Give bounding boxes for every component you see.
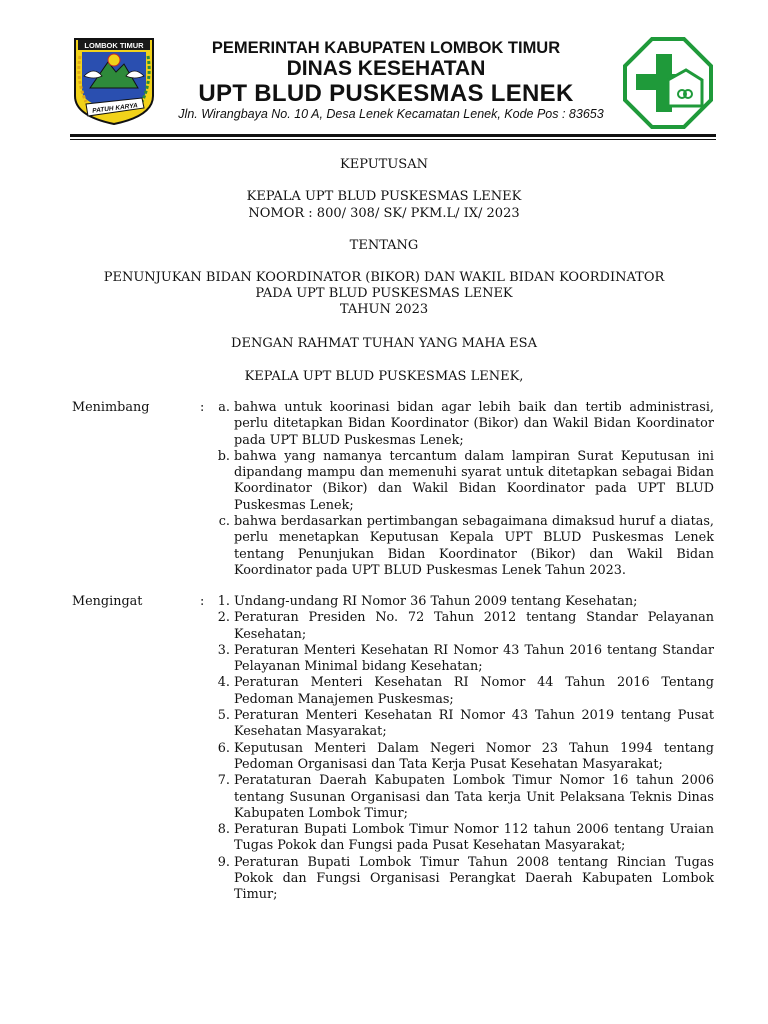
list-item bbox=[210, 741, 714, 774]
item-marker: 2. bbox=[217, 610, 230, 626]
list-item bbox=[210, 822, 714, 855]
item-text: Peraturan Presiden No. 72 Tahun 2012 tentang Standar Pelayanan Kesehatan; bbox=[234, 610, 714, 642]
section-colon: : bbox=[200, 594, 205, 609]
decree-issuer-repeat: KEPALA UPT BLUD PUSKESMAS LENEK, bbox=[244, 369, 524, 384]
item-marker: 7. bbox=[217, 773, 230, 789]
item-marker: 3. bbox=[217, 642, 230, 658]
section-label: Menimbang bbox=[72, 400, 150, 415]
list-item bbox=[210, 675, 714, 708]
item-text: Peraturan Bupati Lombok Timur Tahun 2008 tentang Rincian Tugas Pokok dan Fungsi Organisasi Perangkat Daerah Kabupaten Lombok Timur; bbox=[234, 854, 714, 903]
list-item bbox=[210, 449, 714, 514]
item-text: Peraturan Menteri Kesehatan RI Nomor 44 Tahun 2016 Tentang Pedoman Manajemen Puskesmas; bbox=[234, 675, 714, 707]
letterhead-rule bbox=[70, 134, 716, 137]
decree-issuer: KEPALA UPT BLUD PUSKESMAS LENEK bbox=[246, 189, 522, 204]
item-text: bahwa berdasarkan pertimbangan sebagaimana dimaksud huruf a diatas, perlu menetapkan Keputusan Kepala UPT BLUD Puskesmas Lenek tentang Penunjukan Bidan Koordinator (Bikor) dan Wakil Bidan Koordinator pada UPT BLUD Puskesmas Lenek Tahun 2023. bbox=[234, 514, 714, 578]
legal-basis-list bbox=[210, 594, 714, 904]
item-marker: 8. bbox=[217, 822, 230, 838]
item-marker: b. bbox=[217, 448, 230, 464]
item-text: Undang-undang RI Nomor 36 Tahun 2009 tentang Kesehatan; bbox=[234, 594, 638, 609]
item-text: Peraturan Menteri Kesehatan RI Nomor 43 Tahun 2019 tentang Pusat Kesehatan Masyarakat; bbox=[234, 708, 714, 740]
decree-year: TAHUN 2023 bbox=[339, 302, 429, 317]
list-item bbox=[210, 610, 714, 643]
list-item bbox=[210, 514, 714, 579]
crest-top-text: LOMBOK TIMUR bbox=[84, 41, 144, 50]
list-item bbox=[210, 773, 714, 822]
decree-heading: KEPUTUSAN bbox=[340, 157, 428, 172]
decree-about-label: TENTANG bbox=[349, 238, 419, 253]
decree-invocation: DENGAN RAHMAT TUHAN YANG MAHA ESA bbox=[231, 336, 537, 351]
item-text: Peraturan Menteri Kesehatan RI Nomor 43 Tahun 2016 tentang Standar Pelayanan Minimal bidang Kesehatan; bbox=[234, 642, 714, 675]
letterhead bbox=[0, 0, 768, 140]
item-text: bahwa untuk koorinasi bidan agar lebih baik dan tertib administrasi, perlu ditetapkan Bidan Koordinator (Bikor) dan Wakil Bidan Koordinator pada UPT BLUD Puskesmas Lenek; bbox=[234, 400, 714, 448]
list-item bbox=[210, 594, 714, 610]
lombok-timur-crest-icon bbox=[72, 36, 156, 126]
section-label: Mengingat bbox=[72, 594, 143, 609]
item-text: Perataturan Daerah Kabupaten Lombok Timur Nomor 16 tahun 2006 tentang Susunan Organisasi dan Tata kerja Unit Pelaksana Teknis Dinas Kabupaten Lombok Timur; bbox=[234, 773, 714, 821]
puskesmas-cross-icon bbox=[622, 36, 714, 130]
item-marker: 5. bbox=[217, 708, 230, 724]
letterhead-rule-thin bbox=[70, 139, 716, 140]
letterhead-address: Jln. Wirangbaya No. 10 A, Desa Lenek Kecamatan Lenek, Kode Pos : 83653 bbox=[178, 107, 604, 121]
list-item bbox=[210, 855, 714, 904]
list-item bbox=[210, 708, 714, 741]
item-marker: a. bbox=[218, 400, 230, 415]
list-item bbox=[210, 400, 714, 449]
letterhead-government: PEMERINTAH KABUPATEN LOMBOK TIMUR bbox=[211, 39, 561, 57]
item-marker: 9. bbox=[217, 854, 230, 870]
item-text: bahwa yang namanya tercantum dalam lampiran Surat Keputusan ini dipandang mampu dan memenuhi syarat untuk ditetapkan sebagai Bidan Koordinator (Bikor) dan Wakil Bidan Koordinator pada UPT BLUD Puskesmas Lenek; bbox=[234, 448, 714, 513]
letterhead-institution: UPT BLUD PUSKESMAS LENEK bbox=[198, 80, 574, 107]
item-text: Keputusan Menteri Dalam Negeri Nomor 23 Tahun 1994 tentang Pedoman Organisasi dan Tata Kerja Pusat Kesehatan Masyarakat; bbox=[234, 740, 714, 772]
crest-ribbon-text: PATUH KARYA bbox=[91, 102, 139, 115]
item-text: Peraturan Bupati Lombok Timur Nomor 112 tahun 2006 tentang Uraian Tugas Pokok dan Fungsi pada Pusat Kesehatan Masyarakat; bbox=[234, 822, 714, 854]
section-colon: : bbox=[200, 400, 205, 415]
decree-number: NOMOR : 800/ 308/ SK/ PKM.L/ IX/ 2023 bbox=[248, 206, 520, 221]
list-item bbox=[210, 643, 714, 676]
item-marker: 6. bbox=[217, 740, 230, 756]
item-marker: 1. bbox=[217, 594, 230, 609]
decree-subject-line-2: PADA UPT BLUD PUSKESMAS LENEK bbox=[255, 286, 513, 301]
considerations-list bbox=[210, 400, 714, 579]
item-marker: 4. bbox=[217, 675, 230, 691]
item-marker: c. bbox=[218, 514, 230, 530]
decree-subject-line-1: PENUNJUKAN BIDAN KOORDINATOR (BIKOR) DAN WAKIL BIDAN KOORDINATOR bbox=[103, 270, 665, 285]
letterhead-department: DINAS KESEHATAN bbox=[286, 57, 486, 80]
